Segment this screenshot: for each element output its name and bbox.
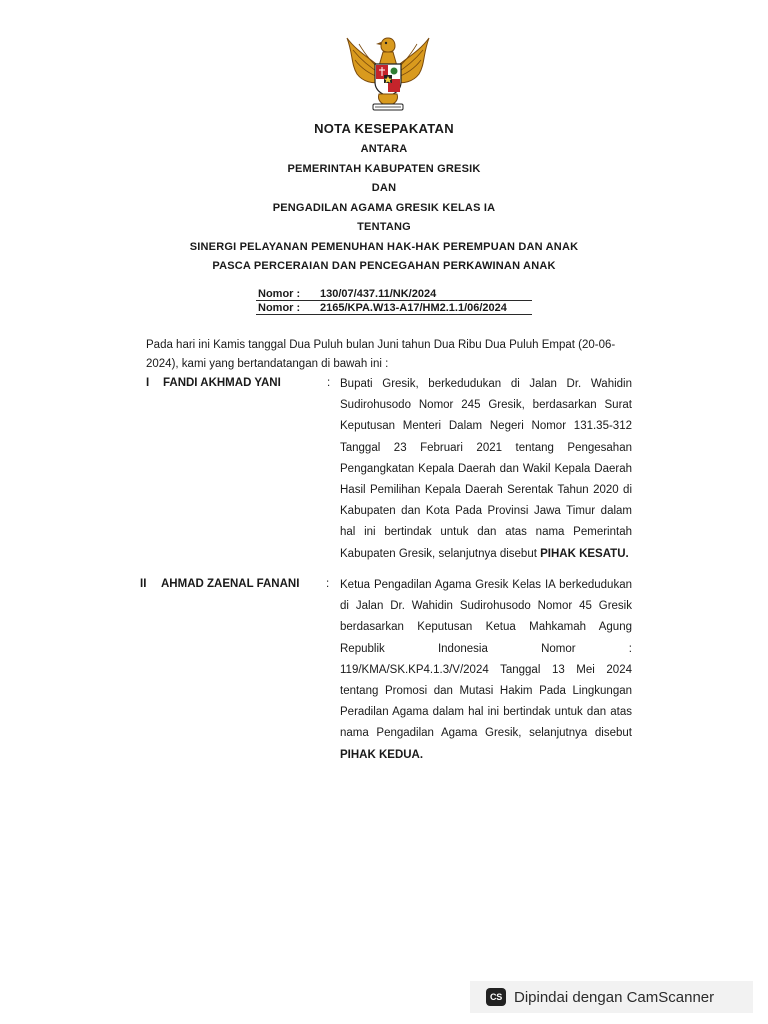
party-designation: PIHAK KESATU. <box>540 547 629 560</box>
nomor-label: Nomor : <box>258 302 301 314</box>
camscanner-text: Dipindai dengan CamScanner <box>514 988 715 1006</box>
party-description-text: Bupati Gresik, berkedudukan di Jalan Dr. Wahidin Sudirohusodo Nomor 245 Gresik, berdasarkan Surat Keputusan Menteri Dalam Negeri Nomor 131.35-312 Tanggal 23 Februari 2021 tentang Pengesahan Pengangkatan Kepala Daerah dan Wakil Kepala Daerah Hasil Pemilihan Kepala Daerah Serentak Tahun 2020 di Kabupaten dan Kota Pada Provinsi Jawa Timur dalam hal ini bertindak untuk dan atas nama Pemerintah Kabupaten Gresik, selanjutnya disebut <box>340 378 632 560</box>
title-line: PEMERINTAH KABUPATEN GRESIK <box>287 162 481 175</box>
intro-paragraph: Pada hari ini Kamis tanggal Dua Puluh bulan Juni tahun Dua Ribu Dua Puluh Empat (20-06-2024), kami yang bertandatangan di bawah ini : <box>146 339 616 370</box>
nomor-row <box>256 301 532 315</box>
party-name: AHMAD ZAENAL FANANI <box>161 578 300 590</box>
party-description <box>340 374 632 565</box>
garuda-emblem-icon <box>343 30 433 114</box>
nomor-label: Nomor : <box>258 288 301 300</box>
camscanner-watermark <box>470 981 753 1013</box>
title-line: ANTARA <box>360 143 408 155</box>
party-designation: PIHAK KEDUA. <box>340 748 424 761</box>
party-description <box>340 575 632 766</box>
title-line: DAN <box>371 182 397 194</box>
nomor-block <box>256 287 532 315</box>
party-colon: : <box>327 377 331 389</box>
document-title-block <box>0 118 768 277</box>
camscanner-logo-icon: CS <box>486 988 506 1006</box>
title-line: TENTANG <box>357 221 411 233</box>
title-line: PASCA PERCERAIAN DAN PENCEGAHAN PERKAWINAN ANAK <box>212 260 556 272</box>
party-number: I <box>146 377 150 389</box>
nomor-value: 130/07/437.11/NK/2024 <box>320 288 437 300</box>
title-line: SINERGI PELAYANAN PEMENUHAN HAK-HAK PEREMPUAN DAN ANAK <box>189 240 579 253</box>
party-name: FANDI AKHMAD YANI <box>163 377 281 389</box>
nomor-value: 2165/KPA.W13-A17/HM2.1.1/06/2024 <box>320 302 507 314</box>
nomor-row <box>256 287 532 301</box>
title-line: PENGADILAN AGAMA GRESIK KELAS IA <box>272 201 496 214</box>
party-number: II <box>140 578 147 590</box>
party-colon: : <box>326 578 330 590</box>
document-title: NOTA KESEPAKATAN <box>314 121 454 136</box>
party-description-text: Ketua Pengadilan Agama Gresik Kelas IA berkedudukan di Jalan Dr. Wahidin Sudirohusodo Nomor 45 Gresik berdasarkan Keputusan Ketua Mahkamah Agung Republik Indonesia Nomor : 119/KMA/SK.KP4.1.3/V/2024 Tanggal 13 Mei 2024 tentang Promosi dan Mutasi Hakim Pada Lingkungan Peradilan Agama dalam hal ini bertindak untuk dan atas nama Pengadilan Agama Gresik, selanjutnya disebut <box>340 579 632 740</box>
